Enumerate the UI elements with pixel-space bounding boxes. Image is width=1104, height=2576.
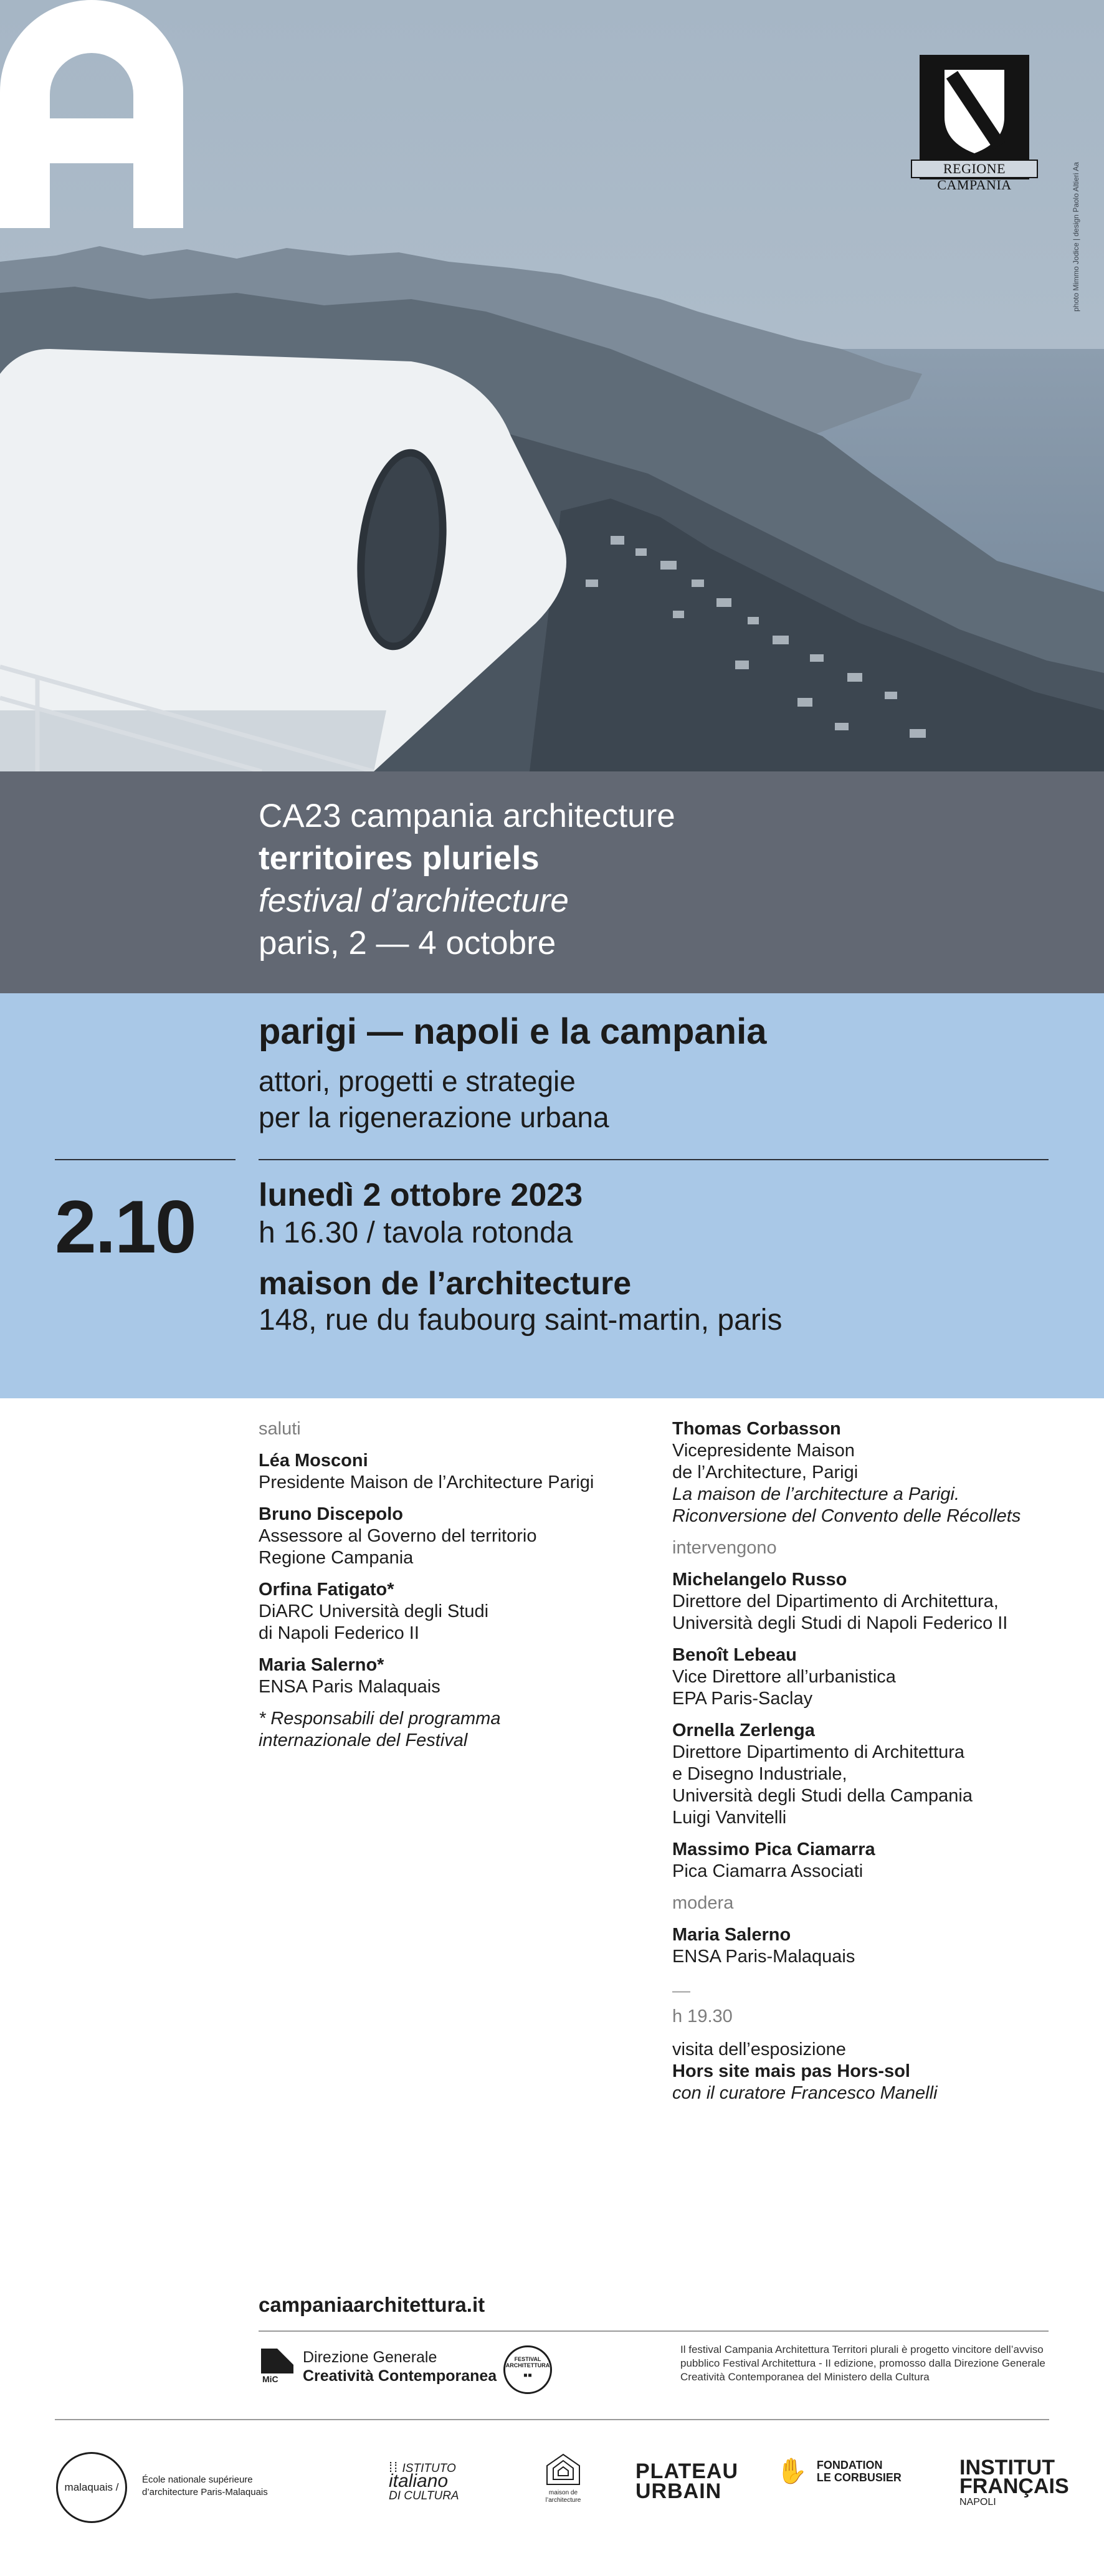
iic-line-3: DI CULTURA xyxy=(389,2489,459,2502)
ca-logo xyxy=(0,0,183,228)
event-time: h 16.30 / tavola rotonda xyxy=(259,1216,573,1249)
institut-francais-logo xyxy=(959,2458,1069,2509)
iic-grid-icon: ⁞⁞ xyxy=(389,2459,399,2475)
festival-theme: territoires pluriels xyxy=(259,840,540,877)
fondation-le-corbusier-logo xyxy=(776,2459,902,2484)
malaquais-logo: malaquais / xyxy=(56,2452,127,2523)
person-role: ENSA Paris-Malaquais xyxy=(672,1947,855,1967)
festival-header-band xyxy=(0,771,1104,993)
house-icon xyxy=(545,2452,582,2487)
regione-campania-label: REGIONE CAMPANIA xyxy=(911,160,1038,178)
maison-line-1: maison de xyxy=(548,2489,578,2496)
event-date: lunedì 2 ottobre 2023 xyxy=(259,1177,583,1213)
maison-architecture-logo xyxy=(538,2452,588,2504)
event-subtitle-line-1: attori, progetti e strategie xyxy=(259,1065,576,1097)
exhibition-title: Hors site mais pas Hors-sol xyxy=(672,2061,910,2081)
person-ornella-zerlenga xyxy=(672,1720,1071,1829)
event-band xyxy=(0,993,1104,1398)
big-date: 2.10 xyxy=(55,1185,196,1269)
maison-line-2: l’architecture xyxy=(545,2497,581,2504)
iic-line-1: ISTITUTO xyxy=(402,2462,456,2475)
person-role: Vice Direttore all’urbanistica EPA Paris-Saclay xyxy=(672,1667,896,1709)
person-role: ENSA Paris Malaquais xyxy=(259,1677,440,1697)
festival-name: CA23 campania architecture xyxy=(259,798,675,834)
event-venue: maison de l’architecture xyxy=(259,1266,632,1302)
person-orfina-fatigato xyxy=(259,1579,620,1644)
person-name: Léa Mosconi xyxy=(259,1451,368,1471)
regione-campania-logo xyxy=(920,55,1029,196)
person-role: DiARC Università degli Studi di Napoli Federico II xyxy=(259,1601,489,1643)
person-massimo-pica-ciamarra xyxy=(672,1839,1071,1882)
person-role: Presidente Maison de l’Architecture Parigi xyxy=(259,1472,594,1492)
hero-photo xyxy=(0,0,1104,771)
person-name: Benoît Lebeau xyxy=(672,1645,797,1665)
person-role: Direttore del Dipartimento di Architettura, Università degli Studi di Napoli Federico II xyxy=(672,1591,1008,1633)
hand-icon: ✋ xyxy=(776,2458,807,2485)
corbusier-line-1: FONDATION xyxy=(816,2459,883,2471)
festival-dates: paris, 2 — 4 octobre xyxy=(259,925,556,961)
event-address: 148, rue du faubourg saint-martin, paris xyxy=(259,1304,783,1337)
person-lea-mosconi xyxy=(259,1450,620,1494)
person-name: Michelangelo Russo xyxy=(672,1570,847,1590)
person-moderator-maria-salerno xyxy=(672,1924,1071,1968)
section-intervengono: intervengono xyxy=(672,1538,777,1558)
festival-badge-line-2: ARCHITETTURA xyxy=(505,2362,550,2368)
mic-logo xyxy=(259,2346,296,2383)
person-role: Pica Ciamarra Associati xyxy=(672,1861,864,1881)
malaquais-line-2: d’architecture Paris-Malaquais xyxy=(142,2487,268,2497)
footer-divider-top xyxy=(259,2330,1049,2332)
website-link[interactable]: campaniaarchitettura.it xyxy=(259,2293,485,2316)
talk-title: La maison de l’architecture a Parigi. Riconversione del Convento delle Récollets xyxy=(672,1484,1021,1526)
person-bruno-discepolo xyxy=(259,1504,620,1569)
section-saluti: saluti xyxy=(259,1419,301,1439)
legal-note: Il festival Campania Architettura Territori plurali è progetto vincitore dell’avviso pubblico Festival Architettura - II edizione, promosso dalla Direzione Generale Creatività Contemporanea del Ministero della Cultura xyxy=(680,2344,1045,2383)
exhibition-time: h 19.30 xyxy=(672,2006,733,2026)
event-subtitle xyxy=(259,1063,609,1135)
festival-badge-line-1: FESTIVAL xyxy=(514,2356,541,2362)
grid-icon: ▪▪ xyxy=(523,2368,533,2382)
program-right-column xyxy=(672,1418,1071,2104)
person-name: Massimo Pica Ciamarra xyxy=(672,1839,875,1859)
program-left-column xyxy=(259,1418,620,1752)
exhibition-curator: con il curatore Francesco Manelli xyxy=(672,2083,938,2103)
person-name: Ornella Zerlenga xyxy=(672,1720,815,1740)
event-title: parigi — napoli e la campania xyxy=(259,1011,767,1052)
malaquais-line-1: École nationale supérieure xyxy=(142,2474,253,2485)
event-subtitle-line-2: per la rigenerazione urbana xyxy=(259,1101,609,1133)
photo-credit: photo Mimmo Jodice | design Paolo Altieri Aa xyxy=(1072,162,1080,312)
shield-icon xyxy=(920,55,1029,161)
mic-text xyxy=(303,2348,497,2385)
person-role: Direttore Dipartimento di Architettura e Disegno Industriale, Università degli Studi della Campania Luigi Vanvitelli xyxy=(672,1742,973,1828)
person-name: Orfina Fatigato* xyxy=(259,1580,394,1600)
person-benoit-lebeau xyxy=(672,1644,1071,1710)
mic-label: MiC xyxy=(262,2374,278,2383)
institut-line-1: INSTITUT xyxy=(959,2456,1055,2479)
person-name: Thomas Corbasson xyxy=(672,1419,841,1439)
person-maria-salerno xyxy=(259,1654,620,1698)
person-michelangelo-russo xyxy=(672,1569,1071,1634)
exhibition-visit: visita dell’esposizione xyxy=(672,2039,846,2059)
person-name: Bruno Discepolo xyxy=(259,1504,404,1524)
footnote-responsabili: * Responsabili del programma internazionale del Festival xyxy=(259,1709,501,1750)
institut-line-3: NAPOLI xyxy=(959,2497,996,2507)
corbusier-line-2: LE CORBUSIER xyxy=(816,2471,902,2484)
divider-right xyxy=(259,1159,1049,1160)
plateau-line-2: URBAIN xyxy=(635,2479,722,2503)
divider-left xyxy=(55,1159,236,1160)
person-role: Assessore al Governo del territorio Regione Campania xyxy=(259,1526,537,1568)
person-name: Maria Salerno xyxy=(672,1925,791,1945)
section-modera: modera xyxy=(672,1893,734,1913)
institut-line-2: FRANÇAIS xyxy=(959,2474,1069,2498)
plateau-urbain-logo xyxy=(635,2461,738,2501)
person-thomas-corbasson xyxy=(672,1418,1071,1527)
person-role: Vicepresidente Maison de l’Architecture, Parigi xyxy=(672,1441,859,1482)
malaquais-text xyxy=(142,2474,268,2499)
dash-separator: — xyxy=(672,1981,690,2001)
plateau-line-1: PLATEAU xyxy=(635,2459,739,2483)
mic-line-2: Creatività Contemporanea xyxy=(303,2367,497,2385)
festival-architettura-badge xyxy=(503,2345,552,2394)
iic-line-2: italiano xyxy=(389,2471,449,2491)
mic-line-1: Direzione Generale xyxy=(303,2349,437,2366)
person-name: Maria Salerno* xyxy=(259,1655,384,1675)
footer-divider-bottom xyxy=(55,2419,1049,2420)
festival-type: festival d’architecture xyxy=(259,882,569,919)
istituto-italiano-cultura-logo xyxy=(389,2461,459,2502)
